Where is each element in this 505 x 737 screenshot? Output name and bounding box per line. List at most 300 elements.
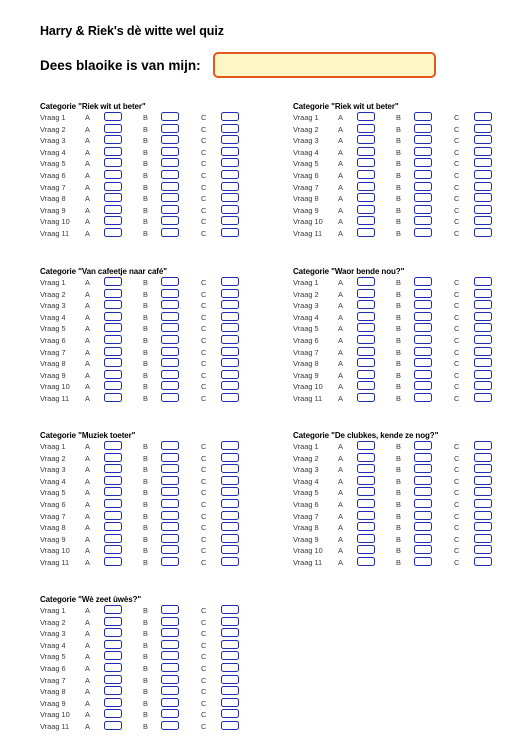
answer-box-a[interactable] bbox=[357, 135, 375, 144]
question-row bbox=[293, 464, 505, 476]
answer-box-c[interactable] bbox=[221, 216, 239, 225]
answer-box-c[interactable] bbox=[474, 205, 492, 214]
question-label: Vraag 6 bbox=[40, 335, 66, 345]
answer-box-c[interactable] bbox=[221, 686, 239, 695]
answer-box-c[interactable] bbox=[474, 370, 492, 379]
option-label-c: C bbox=[201, 159, 207, 169]
option-label-a: A bbox=[85, 442, 90, 451]
answer-box-a[interactable] bbox=[104, 289, 122, 298]
answer-box-a[interactable] bbox=[357, 393, 375, 402]
answer-box-c[interactable] bbox=[221, 545, 239, 554]
answer-box-a[interactable] bbox=[104, 522, 122, 531]
answer-box-c[interactable] bbox=[221, 277, 239, 286]
question-label: Vraag 6 bbox=[293, 499, 319, 509]
answer-box-b[interactable] bbox=[161, 358, 179, 367]
question-row bbox=[40, 441, 260, 453]
answer-box-a[interactable] bbox=[357, 534, 375, 543]
answer-box-b[interactable] bbox=[161, 112, 179, 121]
option-label-a: A bbox=[338, 289, 343, 299]
answer-box-c[interactable] bbox=[221, 617, 239, 626]
answer-box-b[interactable] bbox=[414, 511, 432, 520]
option-label-a: A bbox=[85, 488, 90, 498]
option-label-b: B bbox=[143, 710, 148, 720]
answer-box-c[interactable] bbox=[221, 347, 239, 356]
answer-box-b[interactable] bbox=[414, 476, 432, 485]
option-label-c: C bbox=[201, 301, 207, 311]
answer-box-b[interactable] bbox=[414, 358, 432, 367]
answer-box-c[interactable] bbox=[221, 605, 239, 614]
answer-box-c[interactable] bbox=[221, 698, 239, 707]
option-label-c: C bbox=[454, 278, 460, 287]
answer-box-c[interactable] bbox=[474, 323, 492, 332]
answer-box-c[interactable] bbox=[474, 441, 492, 450]
answer-box-c[interactable] bbox=[474, 534, 492, 543]
answer-box-c[interactable] bbox=[221, 522, 239, 531]
answer-box-b[interactable] bbox=[414, 205, 432, 214]
answer-box-c[interactable] bbox=[221, 135, 239, 144]
answer-box-c[interactable] bbox=[474, 158, 492, 167]
answer-box-b[interactable] bbox=[414, 370, 432, 379]
question-row bbox=[40, 289, 260, 301]
answer-box-a[interactable] bbox=[357, 522, 375, 531]
answer-box-c[interactable] bbox=[221, 170, 239, 179]
answer-box-b[interactable] bbox=[161, 721, 179, 730]
answer-box-b[interactable] bbox=[161, 499, 179, 508]
answer-box-a[interactable] bbox=[357, 370, 375, 379]
answer-box-a[interactable] bbox=[104, 557, 122, 566]
answer-box-c[interactable] bbox=[221, 193, 239, 202]
answer-box-a[interactable] bbox=[104, 158, 122, 167]
answer-box-c[interactable] bbox=[221, 312, 239, 321]
category-4 bbox=[293, 266, 505, 405]
answer-box-a[interactable] bbox=[104, 453, 122, 462]
answer-box-a[interactable] bbox=[104, 499, 122, 508]
answer-box-c[interactable] bbox=[221, 147, 239, 156]
answer-box-b[interactable] bbox=[414, 323, 432, 332]
answer-box-a[interactable] bbox=[104, 698, 122, 707]
answer-box-c[interactable] bbox=[474, 182, 492, 191]
answer-box-c[interactable] bbox=[221, 721, 239, 730]
answer-box-a[interactable] bbox=[104, 300, 122, 309]
answer-box-b[interactable] bbox=[161, 147, 179, 156]
answer-box-b[interactable] bbox=[161, 709, 179, 718]
answer-box-b[interactable] bbox=[414, 277, 432, 286]
answer-box-a[interactable] bbox=[104, 147, 122, 156]
question-row bbox=[40, 277, 260, 289]
answer-box-b[interactable] bbox=[414, 499, 432, 508]
answer-box-a[interactable] bbox=[357, 300, 375, 309]
answer-box-a[interactable] bbox=[104, 216, 122, 225]
answer-box-c[interactable] bbox=[221, 476, 239, 485]
answer-box-a[interactable] bbox=[104, 323, 122, 332]
answer-box-c[interactable] bbox=[474, 147, 492, 156]
answer-box-c[interactable] bbox=[474, 289, 492, 298]
answer-box-c[interactable] bbox=[221, 228, 239, 237]
answer-box-c[interactable] bbox=[221, 557, 239, 566]
answer-box-c[interactable] bbox=[474, 358, 492, 367]
answer-box-b[interactable] bbox=[161, 487, 179, 496]
answer-box-b[interactable] bbox=[161, 651, 179, 660]
question-label: Vraag 9 bbox=[293, 370, 319, 380]
question-label: Vraag 5 bbox=[40, 324, 66, 334]
answer-box-a[interactable] bbox=[104, 545, 122, 554]
answer-box-c[interactable] bbox=[474, 300, 492, 309]
question-label: Vraag 1 bbox=[40, 278, 66, 287]
answer-box-b[interactable] bbox=[161, 381, 179, 390]
answer-box-b[interactable] bbox=[161, 534, 179, 543]
answer-box-c[interactable] bbox=[221, 323, 239, 332]
answer-box-b[interactable] bbox=[414, 522, 432, 531]
answer-box-a[interactable] bbox=[104, 441, 122, 450]
answer-box-a[interactable] bbox=[104, 640, 122, 649]
option-label-a: A bbox=[85, 301, 90, 311]
answer-box-a[interactable] bbox=[357, 381, 375, 390]
answer-box-b[interactable] bbox=[161, 453, 179, 462]
answer-box-b[interactable] bbox=[161, 545, 179, 554]
question-row bbox=[40, 147, 260, 159]
answer-box-b[interactable] bbox=[161, 335, 179, 344]
answer-box-b[interactable] bbox=[161, 675, 179, 684]
answer-box-b[interactable] bbox=[161, 511, 179, 520]
answer-box-a[interactable] bbox=[104, 358, 122, 367]
answer-box-b[interactable] bbox=[161, 182, 179, 191]
answer-box-a[interactable] bbox=[104, 205, 122, 214]
answer-box-c[interactable] bbox=[474, 135, 492, 144]
answer-box-a[interactable] bbox=[104, 170, 122, 179]
answer-box-c[interactable] bbox=[221, 709, 239, 718]
answer-box-a[interactable] bbox=[357, 487, 375, 496]
question-row bbox=[293, 147, 505, 159]
answer-box-c[interactable] bbox=[221, 335, 239, 344]
option-label-b: B bbox=[143, 217, 148, 227]
answer-box-b[interactable] bbox=[161, 193, 179, 202]
answer-box-a[interactable] bbox=[104, 370, 122, 379]
answer-box-a[interactable] bbox=[104, 193, 122, 202]
answer-box-c[interactable] bbox=[221, 158, 239, 167]
answer-box-a[interactable] bbox=[104, 663, 122, 672]
answer-box-b[interactable] bbox=[414, 381, 432, 390]
answer-box-c[interactable] bbox=[474, 557, 492, 566]
answer-box-a[interactable] bbox=[104, 605, 122, 614]
answer-box-a[interactable] bbox=[357, 193, 375, 202]
answer-box-a[interactable] bbox=[104, 675, 122, 684]
option-label-a: A bbox=[85, 499, 90, 509]
option-label-c: C bbox=[454, 453, 460, 463]
answer-box-b[interactable] bbox=[414, 147, 432, 156]
answer-box-a[interactable] bbox=[104, 381, 122, 390]
answer-box-b[interactable] bbox=[161, 370, 179, 379]
answer-box-a[interactable] bbox=[357, 158, 375, 167]
answer-box-b[interactable] bbox=[414, 393, 432, 402]
option-label-b: B bbox=[143, 721, 148, 731]
option-label-b: B bbox=[143, 606, 148, 615]
option-label-c: C bbox=[201, 217, 207, 227]
answer-box-b[interactable] bbox=[161, 124, 179, 133]
answer-box-c[interactable] bbox=[221, 651, 239, 660]
answer-box-c[interactable] bbox=[474, 487, 492, 496]
answer-box-b[interactable] bbox=[414, 170, 432, 179]
answer-box-c[interactable] bbox=[221, 358, 239, 367]
answer-box-b[interactable] bbox=[161, 170, 179, 179]
answer-box-a[interactable] bbox=[104, 347, 122, 356]
answer-box-c[interactable] bbox=[474, 312, 492, 321]
answer-box-a[interactable] bbox=[104, 487, 122, 496]
answer-box-c[interactable] bbox=[221, 663, 239, 672]
answer-box-a[interactable] bbox=[104, 721, 122, 730]
answer-box-b[interactable] bbox=[414, 158, 432, 167]
option-label-c: C bbox=[454, 370, 460, 380]
answer-box-c[interactable] bbox=[474, 170, 492, 179]
answer-box-b[interactable] bbox=[161, 617, 179, 626]
answer-box-b[interactable] bbox=[161, 686, 179, 695]
option-label-a: A bbox=[85, 136, 90, 146]
answer-box-b[interactable] bbox=[161, 277, 179, 286]
answer-box-b[interactable] bbox=[414, 335, 432, 344]
answer-box-a[interactable] bbox=[104, 464, 122, 473]
answer-box-c[interactable] bbox=[221, 289, 239, 298]
question-row bbox=[293, 557, 505, 569]
option-label-c: C bbox=[454, 301, 460, 311]
answer-box-b[interactable] bbox=[414, 464, 432, 473]
answer-box-b[interactable] bbox=[161, 557, 179, 566]
answer-box-a[interactable] bbox=[357, 323, 375, 332]
answer-box-a[interactable] bbox=[357, 335, 375, 344]
question-label: Vraag 11 bbox=[40, 228, 70, 238]
answer-box-a[interactable] bbox=[104, 124, 122, 133]
answer-box-b[interactable] bbox=[161, 441, 179, 450]
answer-box-a[interactable] bbox=[357, 476, 375, 485]
option-label-c: C bbox=[454, 159, 460, 169]
answer-box-b[interactable] bbox=[161, 663, 179, 672]
option-label-b: B bbox=[143, 289, 148, 299]
answer-box-c[interactable] bbox=[474, 124, 492, 133]
answer-box-a[interactable] bbox=[357, 205, 375, 214]
question-label: Vraag 11 bbox=[293, 393, 323, 403]
question-row bbox=[40, 358, 260, 370]
answer-box-a[interactable] bbox=[104, 617, 122, 626]
question-label: Vraag 2 bbox=[40, 453, 66, 463]
answer-box-b[interactable] bbox=[161, 323, 179, 332]
answer-box-c[interactable] bbox=[221, 628, 239, 637]
answer-box-b[interactable] bbox=[414, 228, 432, 237]
answer-box-c[interactable] bbox=[474, 335, 492, 344]
answer-box-a[interactable] bbox=[104, 511, 122, 520]
question-row bbox=[40, 193, 260, 205]
answer-box-c[interactable] bbox=[221, 124, 239, 133]
answer-box-c[interactable] bbox=[221, 640, 239, 649]
question-label: Vraag 8 bbox=[40, 687, 66, 697]
answer-box-c[interactable] bbox=[221, 370, 239, 379]
answer-box-a[interactable] bbox=[104, 312, 122, 321]
answer-box-b[interactable] bbox=[161, 640, 179, 649]
answer-box-b[interactable] bbox=[161, 216, 179, 225]
answer-box-b[interactable] bbox=[414, 182, 432, 191]
answer-box-c[interactable] bbox=[221, 511, 239, 520]
option-label-b: B bbox=[396, 534, 401, 544]
option-label-b: B bbox=[143, 675, 148, 685]
answer-box-b[interactable] bbox=[161, 158, 179, 167]
option-label-a: A bbox=[85, 205, 90, 215]
answer-box-c[interactable] bbox=[221, 441, 239, 450]
answer-box-b[interactable] bbox=[414, 300, 432, 309]
option-label-c: C bbox=[201, 652, 207, 662]
answer-box-a[interactable] bbox=[357, 511, 375, 520]
answer-box-b[interactable] bbox=[414, 112, 432, 121]
answer-box-b[interactable] bbox=[161, 605, 179, 614]
answer-box-a[interactable] bbox=[104, 182, 122, 191]
answer-box-a[interactable] bbox=[104, 476, 122, 485]
answer-box-a[interactable] bbox=[357, 182, 375, 191]
answer-box-a[interactable] bbox=[357, 216, 375, 225]
answer-box-c[interactable] bbox=[474, 381, 492, 390]
option-label-a: A bbox=[85, 663, 90, 673]
answer-box-a[interactable] bbox=[104, 534, 122, 543]
answer-box-b[interactable] bbox=[414, 487, 432, 496]
answer-box-a[interactable] bbox=[357, 453, 375, 462]
answer-box-c[interactable] bbox=[474, 393, 492, 402]
answer-box-c[interactable] bbox=[221, 534, 239, 543]
answer-box-a[interactable] bbox=[357, 441, 375, 450]
answer-box-b[interactable] bbox=[414, 216, 432, 225]
answer-box-a[interactable] bbox=[357, 312, 375, 321]
answer-box-a[interactable] bbox=[357, 499, 375, 508]
question-label: Vraag 7 bbox=[293, 182, 319, 192]
answer-box-c[interactable] bbox=[221, 487, 239, 496]
answer-box-a[interactable] bbox=[357, 228, 375, 237]
answer-box-b[interactable] bbox=[161, 312, 179, 321]
answer-box-a[interactable] bbox=[104, 112, 122, 121]
answer-box-c[interactable] bbox=[221, 453, 239, 462]
answer-box-a[interactable] bbox=[104, 393, 122, 402]
answer-box-b[interactable] bbox=[414, 534, 432, 543]
answer-box-c[interactable] bbox=[474, 193, 492, 202]
answer-box-b[interactable] bbox=[161, 205, 179, 214]
answer-box-b[interactable] bbox=[161, 628, 179, 637]
option-label-a: A bbox=[85, 534, 90, 544]
answer-box-a[interactable] bbox=[357, 124, 375, 133]
owner-name-field[interactable] bbox=[213, 52, 436, 78]
answer-box-a[interactable] bbox=[357, 347, 375, 356]
answer-box-a[interactable] bbox=[357, 545, 375, 554]
answer-box-c[interactable] bbox=[221, 381, 239, 390]
answer-box-a[interactable] bbox=[104, 686, 122, 695]
answer-box-a[interactable] bbox=[104, 135, 122, 144]
answer-box-c[interactable] bbox=[221, 393, 239, 402]
option-label-a: A bbox=[338, 370, 343, 380]
answer-box-b[interactable] bbox=[414, 289, 432, 298]
answer-box-b[interactable] bbox=[414, 347, 432, 356]
answer-box-c[interactable] bbox=[221, 499, 239, 508]
answer-box-c[interactable] bbox=[221, 300, 239, 309]
answer-box-a[interactable] bbox=[357, 557, 375, 566]
answer-box-c[interactable] bbox=[474, 545, 492, 554]
question-row bbox=[293, 381, 505, 393]
option-label-c: C bbox=[201, 442, 207, 451]
answer-box-c[interactable] bbox=[221, 112, 239, 121]
answer-box-c[interactable] bbox=[474, 522, 492, 531]
question-row bbox=[40, 709, 260, 721]
option-label-a: A bbox=[85, 710, 90, 720]
answer-box-a[interactable] bbox=[357, 277, 375, 286]
option-label-c: C bbox=[201, 312, 207, 322]
answer-box-a[interactable] bbox=[104, 335, 122, 344]
option-label-c: C bbox=[201, 170, 207, 180]
answer-box-b[interactable] bbox=[414, 193, 432, 202]
answer-box-b[interactable] bbox=[414, 135, 432, 144]
question-label: Vraag 3 bbox=[40, 136, 66, 146]
answer-box-a[interactable] bbox=[104, 277, 122, 286]
answer-box-b[interactable] bbox=[161, 522, 179, 531]
answer-box-a[interactable] bbox=[104, 228, 122, 237]
answer-box-b[interactable] bbox=[161, 464, 179, 473]
question-row bbox=[293, 182, 505, 194]
option-label-b: B bbox=[143, 523, 148, 533]
question-label: Vraag 10 bbox=[293, 382, 323, 392]
answer-box-c[interactable] bbox=[474, 277, 492, 286]
answer-box-c[interactable] bbox=[221, 205, 239, 214]
answer-box-a[interactable] bbox=[357, 464, 375, 473]
question-label: Vraag 7 bbox=[40, 675, 66, 685]
answer-box-c[interactable] bbox=[474, 499, 492, 508]
answer-box-c[interactable] bbox=[474, 476, 492, 485]
answer-box-b[interactable] bbox=[414, 557, 432, 566]
question-label: Vraag 3 bbox=[40, 629, 66, 639]
answer-box-b[interactable] bbox=[414, 441, 432, 450]
answer-box-b[interactable] bbox=[161, 300, 179, 309]
answer-box-a[interactable] bbox=[104, 651, 122, 660]
answer-box-a[interactable] bbox=[104, 628, 122, 637]
answer-box-a[interactable] bbox=[104, 709, 122, 718]
option-label-a: A bbox=[85, 182, 90, 192]
answer-box-c[interactable] bbox=[221, 182, 239, 191]
answer-box-b[interactable] bbox=[414, 312, 432, 321]
answer-box-c[interactable] bbox=[474, 453, 492, 462]
answer-box-b[interactable] bbox=[161, 698, 179, 707]
answer-box-a[interactable] bbox=[357, 112, 375, 121]
answer-box-b[interactable] bbox=[161, 476, 179, 485]
option-label-b: B bbox=[143, 557, 148, 567]
answer-box-a[interactable] bbox=[357, 358, 375, 367]
answer-box-c[interactable] bbox=[474, 464, 492, 473]
answer-box-a[interactable] bbox=[357, 147, 375, 156]
answer-box-c[interactable] bbox=[221, 464, 239, 473]
answer-box-b[interactable] bbox=[414, 545, 432, 554]
answer-box-b[interactable] bbox=[161, 289, 179, 298]
answer-box-b[interactable] bbox=[161, 228, 179, 237]
answer-box-c[interactable] bbox=[474, 228, 492, 237]
answer-box-a[interactable] bbox=[357, 170, 375, 179]
answer-box-c[interactable] bbox=[474, 112, 492, 121]
answer-box-b[interactable] bbox=[161, 393, 179, 402]
question-row bbox=[40, 698, 260, 710]
answer-box-b[interactable] bbox=[414, 453, 432, 462]
answer-box-b[interactable] bbox=[161, 135, 179, 144]
option-label-a: A bbox=[85, 359, 90, 369]
option-label-c: C bbox=[454, 359, 460, 369]
category-title: Categorie "Riek wit ut beter" bbox=[40, 102, 146, 111]
answer-box-c[interactable] bbox=[474, 347, 492, 356]
answer-box-c[interactable] bbox=[221, 675, 239, 684]
answer-box-a[interactable] bbox=[357, 289, 375, 298]
answer-box-b[interactable] bbox=[161, 347, 179, 356]
answer-box-b[interactable] bbox=[414, 124, 432, 133]
question-label: Vraag 8 bbox=[40, 523, 66, 533]
option-label-b: B bbox=[396, 523, 401, 533]
question-label: Vraag 2 bbox=[293, 124, 319, 134]
answer-box-c[interactable] bbox=[474, 511, 492, 520]
option-label-b: B bbox=[143, 442, 148, 451]
answer-box-c[interactable] bbox=[474, 216, 492, 225]
